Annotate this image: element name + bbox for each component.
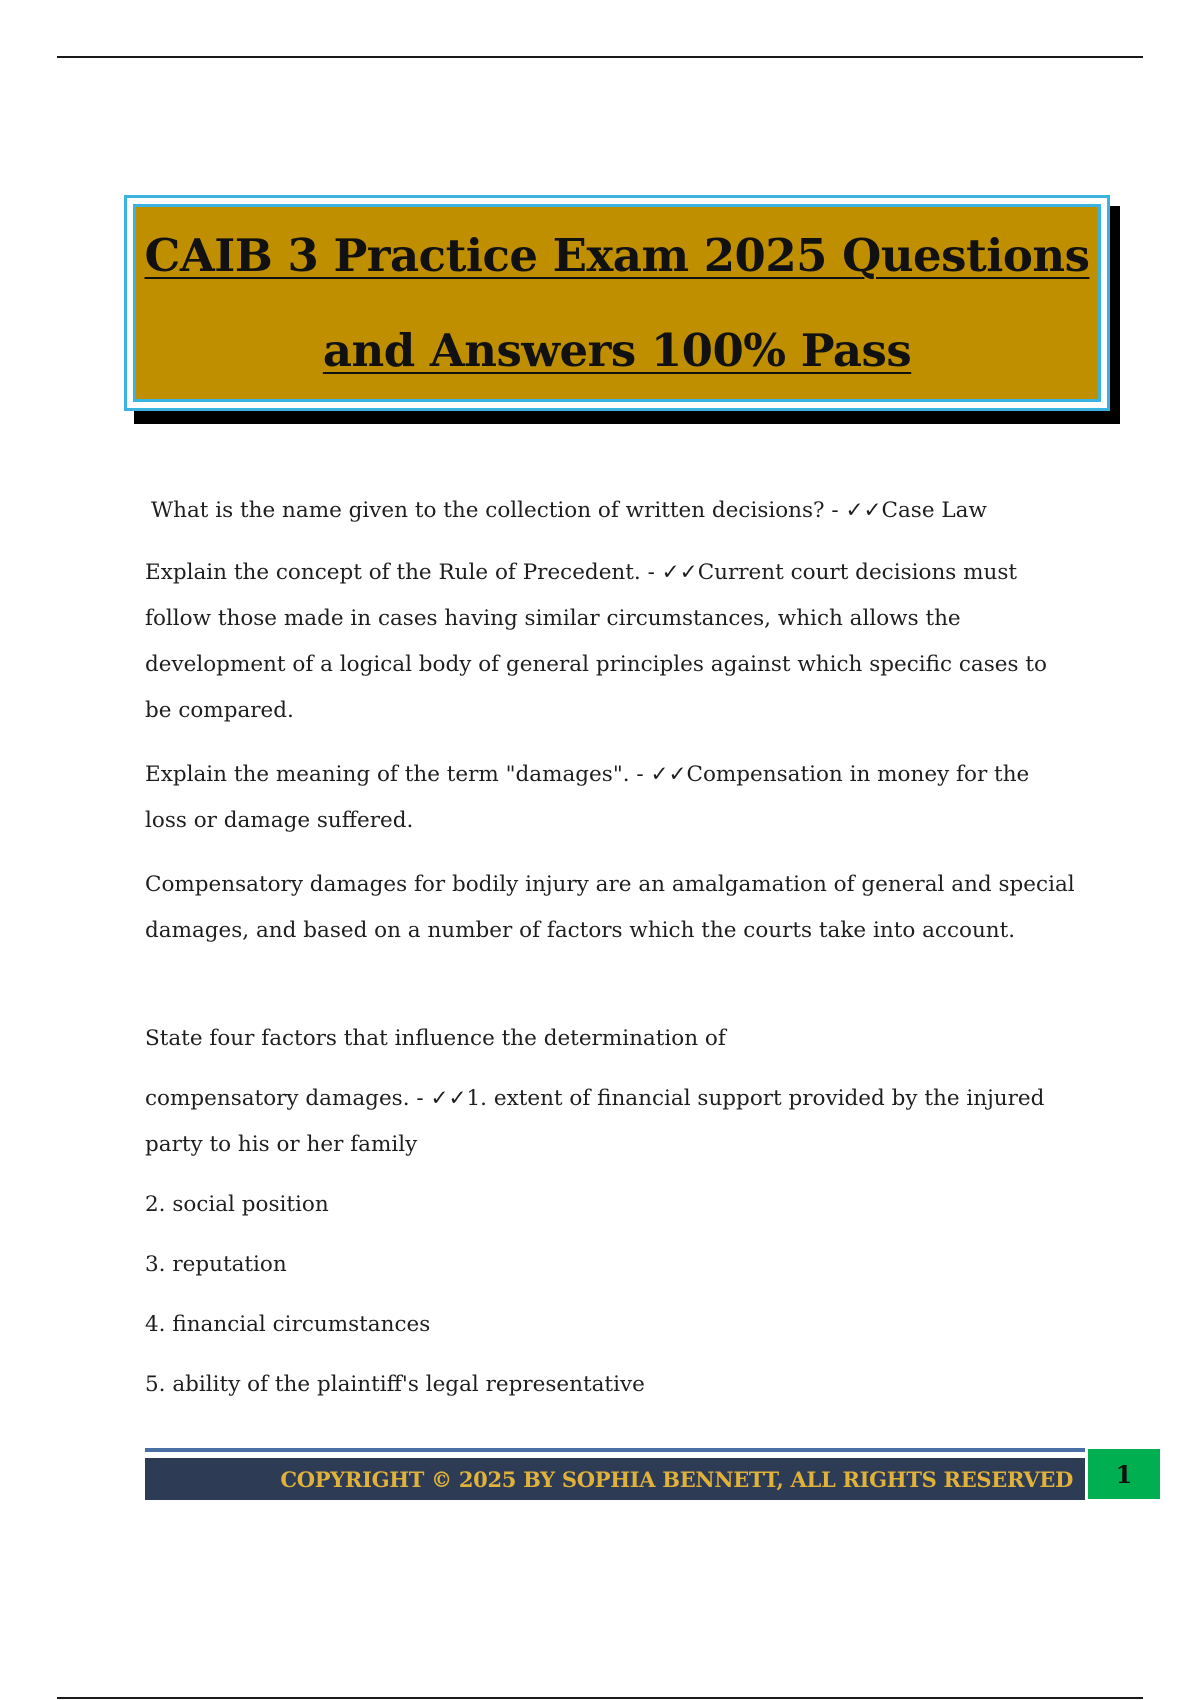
question-case-law: What is the name given to the collection of written decisions? - ✓✓Case Law (151, 498, 987, 523)
document-body (145, 488, 1075, 1422)
list-item: 3. reputation (145, 1252, 287, 1277)
copyright-text: COPYRIGHT © 2025 BY SOPHIA BENNETT, ALL RIGHTS RESERVED (280, 1466, 1073, 1492)
title-line-2: and Answers 100% Pass (322, 324, 912, 377)
paragraph-compensatory-damages: Compensatory damages for bodily injury are an amalgamation of general and special damages, and based on a number of factors which the courts take into account. (145, 872, 1075, 943)
question-factors-answer: compensatory damages. - ✓✓1. extent of financial support provided by the injured party to his or her family (145, 1086, 1045, 1157)
question-damages: Explain the meaning of the term "damages". - ✓✓Compensation in money for the loss or damage suffered. (145, 762, 1030, 833)
question-rule-of-precedent: Explain the concept of the Rule of Precedent. - ✓✓Current court decisions must follow those made in cases having similar circumstances, which allows the development of a logical body of general principles against which specific cases to be compared. (145, 560, 1047, 723)
bottom-rule (57, 1697, 1143, 1699)
list-item: 5. ability of the plaintiff's legal representative (145, 1372, 645, 1397)
list-item: 2. social position (145, 1192, 329, 1217)
footer-accent-line (145, 1448, 1085, 1452)
footer-bar (145, 1458, 1085, 1500)
page-number: 1 (1115, 1459, 1133, 1489)
question-factors-intro: State four factors that influence the determination of (145, 1026, 726, 1051)
title-box-inner (133, 204, 1101, 402)
top-rule (57, 56, 1143, 58)
page-number-badge (1088, 1449, 1160, 1499)
title-line-1: CAIB 3 Practice Exam 2025 Questions (144, 229, 1090, 282)
list-item: 4. financial circumstances (145, 1312, 431, 1337)
title-box (124, 195, 1110, 411)
